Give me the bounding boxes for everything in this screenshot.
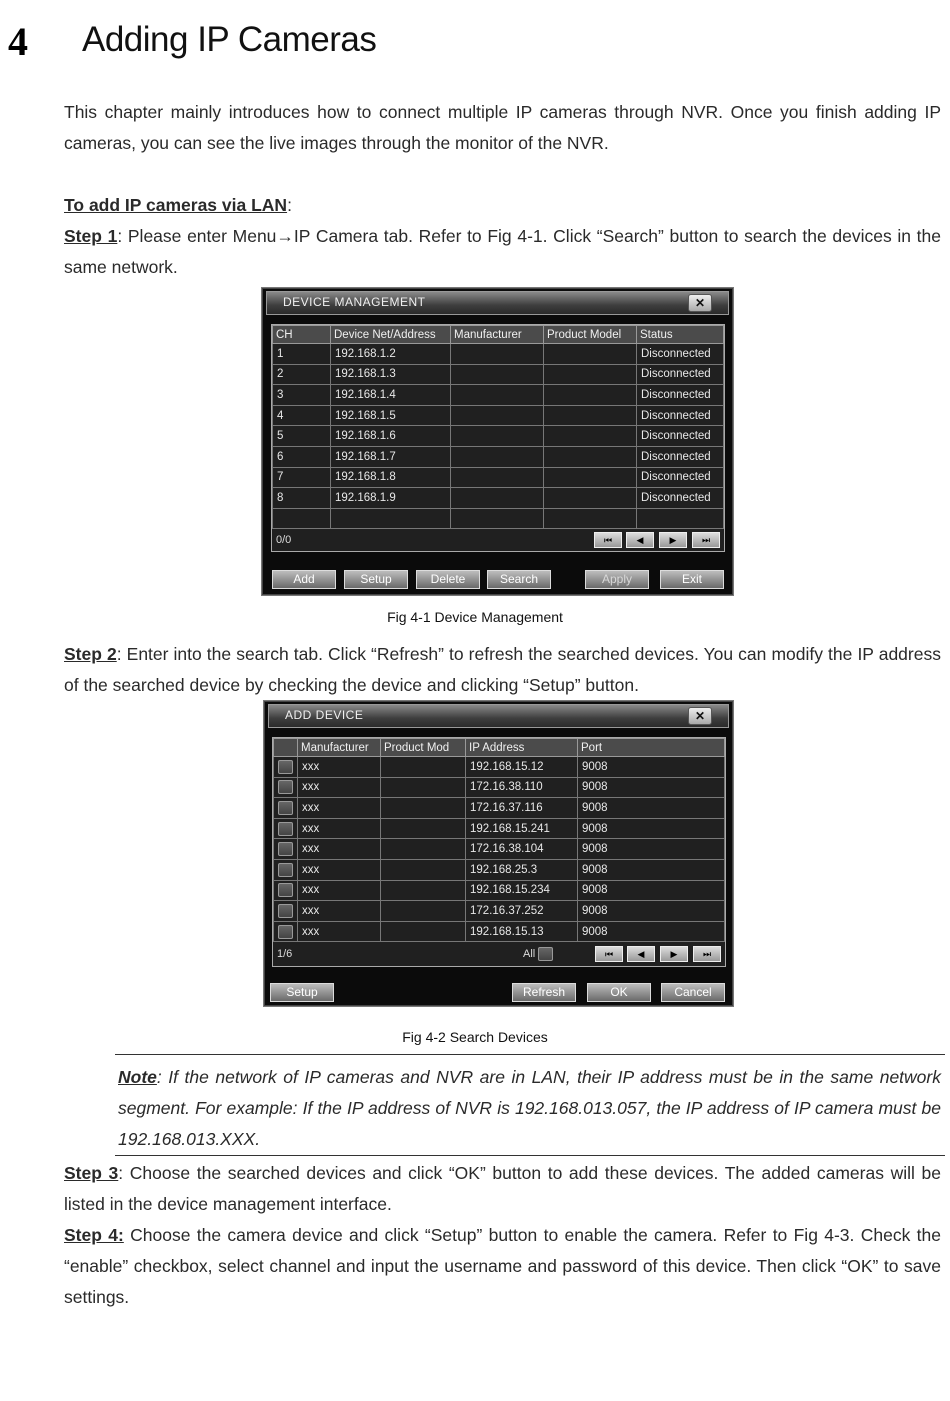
table-cell: 192.168.1.5 bbox=[331, 405, 451, 426]
table-cell bbox=[381, 777, 466, 798]
table-row[interactable] bbox=[273, 426, 724, 447]
table-cell: xxx bbox=[298, 777, 381, 798]
table-row[interactable] bbox=[273, 446, 724, 467]
lan-heading: To add IP cameras via LAN bbox=[64, 195, 288, 215]
table-cell bbox=[544, 488, 637, 509]
apply-button[interactable]: Apply bbox=[585, 570, 649, 589]
table-row[interactable] bbox=[273, 364, 724, 385]
table-cell: 4 bbox=[273, 405, 331, 426]
table-cell: xxx bbox=[298, 818, 381, 839]
table-row[interactable] bbox=[274, 901, 725, 922]
table-cell: 192.168.1.9 bbox=[331, 488, 451, 509]
row-checkbox-cell bbox=[274, 757, 298, 778]
table-cell bbox=[451, 364, 544, 385]
dialog-title: ADD DEVICE bbox=[285, 708, 364, 722]
table-cell: 9008 bbox=[578, 921, 725, 942]
fig2-caption: Fig 4-2 Search Devices bbox=[402, 1029, 548, 1045]
step1-label: Step 1 bbox=[64, 226, 118, 246]
table-cell bbox=[544, 344, 637, 365]
table-cell: 192.168.15.241 bbox=[466, 818, 578, 839]
table-cell: xxx bbox=[298, 839, 381, 860]
step4-paragraph bbox=[64, 1220, 941, 1313]
table-cell: Disconnected bbox=[637, 467, 724, 488]
table-cell: 6 bbox=[273, 446, 331, 467]
table-cell: 172.16.37.116 bbox=[466, 798, 578, 819]
first-page-icon[interactable]: ⏮ bbox=[594, 532, 622, 548]
column-header-port: Port bbox=[578, 739, 725, 757]
table-cell: xxx bbox=[298, 880, 381, 901]
table-cell bbox=[544, 426, 637, 447]
table-cell: 8 bbox=[273, 488, 331, 509]
table-cell: 7 bbox=[273, 467, 331, 488]
table-cell bbox=[637, 508, 724, 529]
table-cell bbox=[451, 446, 544, 467]
table-cell bbox=[381, 921, 466, 942]
step1-paragraph bbox=[64, 221, 941, 283]
step2-label: Step 2 bbox=[64, 644, 117, 664]
table-cell: 3 bbox=[273, 385, 331, 406]
device-management-dialog bbox=[261, 287, 734, 596]
column-header-address: Device Net/Address bbox=[331, 326, 451, 344]
table-cell: 192.168.1.8 bbox=[331, 467, 451, 488]
table-cell bbox=[381, 839, 466, 860]
note-text: : If the network of IP cameras and NVR are in LAN, their IP address must be in the same network segment. For example: If the IP address of NVR is 192.168.013.057, the IP address of IP camera must be 192.168.013.XXX. bbox=[118, 1067, 941, 1149]
table-cell bbox=[381, 901, 466, 922]
table-cell bbox=[451, 508, 544, 529]
next-page-icon[interactable]: ▶ bbox=[659, 532, 687, 548]
table-cell: 192.168.1.4 bbox=[331, 385, 451, 406]
ok-button[interactable]: OK bbox=[587, 983, 651, 1002]
table-cell: 172.16.38.104 bbox=[466, 839, 578, 860]
select-all-label: All bbox=[523, 947, 536, 960]
table-row[interactable] bbox=[274, 757, 725, 778]
table-row[interactable] bbox=[273, 508, 724, 529]
step4-text: Choose the camera device and click “Setup” button to enable the camera. Refer to Fig 4-3. Check the “enable” checkbox, select channel and input the username and password of this device. Then click “OK” to save settings. bbox=[64, 1225, 941, 1307]
table-row[interactable] bbox=[273, 467, 724, 488]
table-cell bbox=[544, 467, 637, 488]
exit-button[interactable]: Exit bbox=[660, 570, 724, 589]
page-indicator: 1/6 bbox=[277, 948, 293, 960]
table-cell bbox=[451, 344, 544, 365]
row-checkbox-cell bbox=[274, 839, 298, 860]
table-cell: xxx bbox=[298, 798, 381, 819]
table-cell: 9008 bbox=[578, 777, 725, 798]
table-cell: 9008 bbox=[578, 859, 725, 880]
dialog-title-bar bbox=[266, 291, 729, 315]
step3-label: Step 3 bbox=[64, 1163, 119, 1183]
chapter-title: Adding IP Cameras bbox=[82, 20, 377, 59]
dialog-title: DEVICE MANAGEMENT bbox=[283, 295, 426, 309]
table-cell: Disconnected bbox=[637, 344, 724, 365]
table-cell: 192.168.15.13 bbox=[466, 921, 578, 942]
table-cell: 172.16.37.252 bbox=[466, 901, 578, 922]
prev-page-icon[interactable]: ◀ bbox=[626, 532, 654, 548]
note-paragraph bbox=[118, 1062, 941, 1155]
note-label: Note bbox=[118, 1067, 157, 1087]
table-cell bbox=[451, 488, 544, 509]
table-cell: 192.168.25.3 bbox=[466, 859, 578, 880]
arrow-icon: → bbox=[276, 226, 294, 246]
table-row[interactable] bbox=[274, 921, 725, 942]
refresh-button[interactable]: Refresh bbox=[512, 983, 576, 1002]
select-all-checkbox[interactable] bbox=[538, 947, 553, 961]
row-checkbox[interactable] bbox=[278, 925, 293, 939]
note-top-rule bbox=[115, 1054, 945, 1055]
row-checkbox-cell bbox=[274, 921, 298, 942]
column-header-select bbox=[274, 739, 298, 757]
search-results-table bbox=[272, 737, 726, 967]
cancel-button[interactable]: Cancel bbox=[661, 983, 725, 1002]
table-row[interactable] bbox=[274, 798, 725, 819]
table-row[interactable] bbox=[274, 880, 725, 901]
table-row[interactable] bbox=[273, 344, 724, 365]
table-cell: 9008 bbox=[578, 818, 725, 839]
row-checkbox-cell bbox=[274, 901, 298, 922]
step1-text-a: : Please enter Menu bbox=[117, 226, 277, 246]
page-indicator: 0/0 bbox=[276, 534, 292, 546]
search-results-grid bbox=[273, 738, 725, 942]
column-header-model: Product Model bbox=[544, 326, 637, 344]
column-header-ip-address: IP Address bbox=[466, 739, 578, 757]
table-cell: 9008 bbox=[578, 901, 725, 922]
add-device-dialog bbox=[263, 700, 734, 1007]
search-button[interactable]: Search bbox=[487, 570, 551, 589]
table-cell bbox=[381, 859, 466, 880]
table-cell: Disconnected bbox=[637, 488, 724, 509]
table-cell: 192.168.1.3 bbox=[331, 364, 451, 385]
row-checkbox-cell bbox=[274, 777, 298, 798]
table-cell: Disconnected bbox=[637, 446, 724, 467]
fig1-caption: Fig 4-1 Device Management bbox=[387, 609, 563, 625]
table-cell: 192.168.1.6 bbox=[331, 426, 451, 447]
table-cell bbox=[451, 426, 544, 447]
step2-paragraph bbox=[64, 639, 941, 701]
close-icon[interactable]: ✕ bbox=[688, 707, 712, 725]
table-row[interactable] bbox=[274, 777, 725, 798]
delete-button[interactable]: Delete bbox=[416, 570, 480, 589]
row-checkbox[interactable] bbox=[278, 780, 293, 794]
setup-button[interactable]: Setup bbox=[344, 570, 408, 589]
table-cell bbox=[451, 467, 544, 488]
row-checkbox-cell bbox=[274, 818, 298, 839]
step3-paragraph bbox=[64, 1158, 941, 1220]
row-checkbox[interactable] bbox=[278, 842, 293, 856]
last-page-icon[interactable]: ⏭ bbox=[692, 532, 720, 548]
table-cell: 1 bbox=[273, 344, 331, 365]
table-cell: Disconnected bbox=[637, 405, 724, 426]
step3-text: : Choose the searched devices and click “OK” button to add these devices. The added cameras will be listed in the device management interface. bbox=[64, 1163, 941, 1214]
step2-text: : Enter into the search tab. Click “Refresh” to refresh the searched devices. You can modify the IP address of the searched device by checking the device and clicking “Setup” button. bbox=[64, 644, 941, 695]
note-bottom-rule bbox=[115, 1155, 945, 1156]
table-cell: xxx bbox=[298, 921, 381, 942]
table-row[interactable] bbox=[274, 859, 725, 880]
select-all[interactable] bbox=[523, 947, 553, 961]
row-checkbox[interactable] bbox=[278, 883, 293, 897]
table-cell: 9008 bbox=[578, 798, 725, 819]
table-cell: 9008 bbox=[578, 757, 725, 778]
chapter-number: 4 bbox=[8, 19, 28, 64]
row-checkbox[interactable] bbox=[278, 863, 293, 877]
step4-label: Step 4: bbox=[64, 1225, 124, 1245]
table-cell: xxx bbox=[298, 859, 381, 880]
table-cell bbox=[451, 405, 544, 426]
step1-text-b: IP Camera tab. Refer to Fig 4-1. Click “Search” button to search the devices in the same network. bbox=[64, 226, 941, 277]
table-cell: 172.16.38.110 bbox=[466, 777, 578, 798]
row-checkbox[interactable] bbox=[278, 822, 293, 836]
setup-button[interactable]: Setup bbox=[270, 983, 334, 1002]
row-checkbox-cell bbox=[274, 798, 298, 819]
table-cell bbox=[544, 364, 637, 385]
device-table bbox=[271, 324, 725, 552]
row-checkbox[interactable] bbox=[278, 760, 293, 774]
table-cell: xxx bbox=[298, 757, 381, 778]
intro-paragraph: This chapter mainly introduces how to connect multiple IP cameras through NVR. Once you finish adding IP cameras, you can see the live images through the monitor of the NVR. bbox=[64, 102, 941, 153]
close-icon[interactable]: ✕ bbox=[688, 294, 712, 312]
table-cell: xxx bbox=[298, 901, 381, 922]
lan-heading-line bbox=[64, 190, 941, 221]
table-cell bbox=[331, 508, 451, 529]
dialog-title-bar bbox=[268, 704, 729, 728]
table-cell bbox=[381, 818, 466, 839]
table-cell bbox=[381, 880, 466, 901]
table-cell: 192.168.15.12 bbox=[466, 757, 578, 778]
table-row[interactable] bbox=[274, 839, 725, 860]
table-cell: 5 bbox=[273, 426, 331, 447]
table-cell bbox=[544, 446, 637, 467]
table-cell bbox=[544, 385, 637, 406]
table-row[interactable] bbox=[273, 405, 724, 426]
column-header-manufacturer: Manufacturer bbox=[451, 326, 544, 344]
table-row[interactable] bbox=[273, 385, 724, 406]
next-page-icon[interactable]: ▶ bbox=[660, 946, 688, 962]
table-cell: Disconnected bbox=[637, 385, 724, 406]
column-header-status: Status bbox=[637, 326, 724, 344]
table-cell: 192.168.1.2 bbox=[331, 344, 451, 365]
prev-page-icon[interactable]: ◀ bbox=[627, 946, 655, 962]
table-cell: 192.168.15.234 bbox=[466, 880, 578, 901]
first-page-icon[interactable]: ⏮ bbox=[595, 946, 623, 962]
table-cell bbox=[451, 385, 544, 406]
last-page-icon[interactable]: ⏭ bbox=[693, 946, 721, 962]
row-checkbox[interactable] bbox=[278, 801, 293, 815]
table-cell: 9008 bbox=[578, 880, 725, 901]
table-row[interactable] bbox=[273, 488, 724, 509]
device-table-grid bbox=[272, 325, 724, 529]
table-cell: 9008 bbox=[578, 839, 725, 860]
table-row[interactable] bbox=[274, 818, 725, 839]
lan-heading-colon: : bbox=[287, 195, 292, 215]
table-cell bbox=[381, 757, 466, 778]
row-checkbox-cell bbox=[274, 880, 298, 901]
table-cell bbox=[273, 508, 331, 529]
row-checkbox[interactable] bbox=[278, 904, 293, 918]
column-header-ch: CH bbox=[273, 326, 331, 344]
add-button[interactable]: Add bbox=[272, 570, 336, 589]
row-checkbox-cell bbox=[274, 859, 298, 880]
table-cell: 192.168.1.7 bbox=[331, 446, 451, 467]
table-cell bbox=[381, 798, 466, 819]
table-cell: 2 bbox=[273, 364, 331, 385]
table-cell bbox=[544, 405, 637, 426]
table-cell: Disconnected bbox=[637, 364, 724, 385]
column-header-manufacturer: Manufacturer bbox=[298, 739, 381, 757]
column-header-product-model: Product Mod bbox=[381, 739, 466, 757]
table-cell: Disconnected bbox=[637, 426, 724, 447]
table-cell bbox=[544, 508, 637, 529]
